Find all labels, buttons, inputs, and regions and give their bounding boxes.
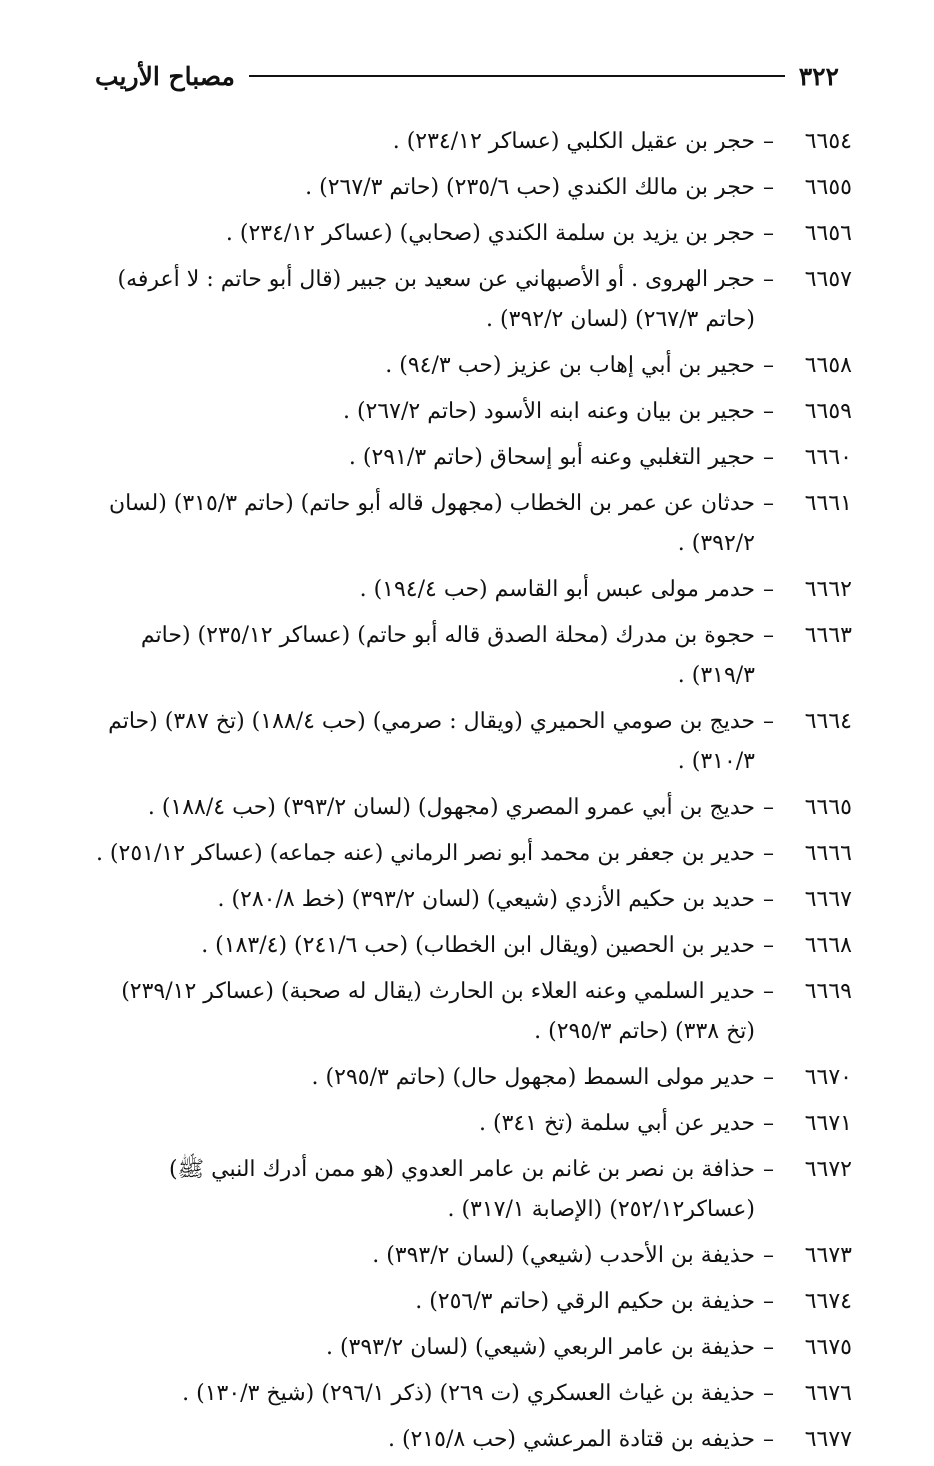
entry-row bbox=[95, 346, 852, 386]
entry-row bbox=[95, 702, 852, 782]
entry-row bbox=[95, 1420, 852, 1460]
entry-text: حدير مولى السمط (مجهول حال) (حاتم ٢٩٥/٣) . bbox=[311, 1065, 755, 1090]
entry-text: حديد بن حكيم الأزدي (شيعي) (لسان ٣٩٣/٢) (خط ٢٨٠/٨) . bbox=[217, 887, 755, 912]
entry-number: ٦٦٥٦ bbox=[804, 221, 852, 246]
entry-separator: – bbox=[763, 221, 774, 246]
entry-number: ٦٦٧٣ bbox=[804, 1243, 852, 1268]
entry-number: ٦٦٦٨ bbox=[804, 933, 852, 958]
entry-separator: – bbox=[763, 175, 774, 200]
entry-number: ٦٦٦٦ bbox=[804, 841, 852, 866]
entry-text: حديج بن صومي الحميري (ويقال : صرمي) (حب ١٨٨/٤) (تخ ٣٨٧) (حاتم ٣١٠/٣) . bbox=[108, 709, 755, 774]
entry-text: حدير عن أبي سلمة (تخ ٣٤١) . bbox=[479, 1111, 755, 1136]
entry-number: ٦٦٥٥ bbox=[804, 175, 852, 200]
entry-text: حدمر مولى عبس أبو القاسم (حب ١٩٤/٤) . bbox=[359, 577, 755, 602]
entry-list bbox=[95, 122, 852, 1466]
entry-text: حجير بن بيان وعنه ابنه الأسود (حاتم ٢٦٧/٢) . bbox=[342, 399, 755, 424]
entry-row bbox=[95, 122, 852, 162]
entry-row bbox=[95, 392, 852, 432]
entry-separator: – bbox=[763, 795, 774, 820]
entry-separator: – bbox=[763, 577, 774, 602]
entry-row bbox=[95, 1374, 852, 1414]
entry-number: ٦٦٦٤ bbox=[804, 709, 852, 734]
entry-separator: – bbox=[763, 399, 774, 424]
entry-separator: – bbox=[763, 623, 774, 648]
entry-number: ٦٦٦٥ bbox=[804, 795, 852, 820]
entry-text: حذيفة بن غياث العسكري (ت ٢٦٩) (ذكر ٢٩٦/١) (شيخ ١٣٠/٣) . bbox=[182, 1381, 755, 1406]
entry-number: ٦٦٧٢ bbox=[804, 1157, 852, 1182]
entry-text: حدير السلمي وعنه العلاء بن الحارث (يقال له صحبة) (عساكر ٢٣٩/١٢) (تخ ٣٣٨) (حاتم ٢٩٥/٣) . bbox=[121, 979, 755, 1044]
entry-number: ٦٦٦٧ bbox=[804, 887, 852, 912]
entry-text: حدير بن جعفر بن محمد أبو نصر الرماني (عنه جماعه) (عساكر ٢٥١/١٢) . bbox=[95, 841, 755, 866]
entry-text: حذيفه بن قتادة المرعشي (حب ٢١٥/٨) . bbox=[387, 1427, 755, 1452]
entry-number: ٦٦٧٧ bbox=[804, 1427, 852, 1452]
entry-row bbox=[95, 788, 852, 828]
entry-separator: – bbox=[763, 1065, 774, 1090]
page-header bbox=[95, 56, 839, 96]
entry-row bbox=[95, 926, 852, 966]
entry-row bbox=[95, 616, 852, 696]
entry-row bbox=[95, 1328, 852, 1368]
entry-text: حجوة بن مدرك (محلة الصدق قاله أبو حاتم) (عساكر ٢٣٥/١٢) (حاتم ٣١٩/٣) . bbox=[140, 623, 755, 688]
entry-number: ٦٦٧٤ bbox=[804, 1289, 852, 1314]
entry-separator: – bbox=[763, 491, 774, 516]
entry-row bbox=[95, 214, 852, 254]
entry-row bbox=[95, 1236, 852, 1276]
entry-separator: – bbox=[763, 267, 774, 292]
entry-separator: – bbox=[763, 1381, 774, 1406]
entry-text: حذيفة بن حكيم الرقي (حاتم ٢٥٦/٣) . bbox=[415, 1289, 755, 1314]
entry-number: ٦٦٥٩ bbox=[804, 399, 852, 424]
entry-number: ٦٦٧٠ bbox=[804, 1065, 852, 1090]
entry-separator: – bbox=[763, 129, 774, 154]
entry-row bbox=[95, 1104, 852, 1144]
entry-number: ٦٦٦٢ bbox=[804, 577, 852, 602]
entry-text: حجير بن أبي إهاب بن عزيز (حب ٩٤/٣) . bbox=[385, 353, 755, 378]
entry-number: ٦٦٦٠ bbox=[804, 445, 852, 470]
entry-text: حذيفة بن عامر الربعي (شيعي) (لسان ٣٩٣/٢) . bbox=[325, 1335, 755, 1360]
entry-number: ٦٦٦١ bbox=[804, 491, 852, 516]
entry-row bbox=[95, 168, 852, 208]
entry-separator: – bbox=[763, 887, 774, 912]
entry-row bbox=[95, 1282, 852, 1322]
entry-text: حذيفة بن الأحدب (شيعي) (لسان ٣٩٣/٢) . bbox=[372, 1243, 755, 1268]
entry-text: حديج بن أبي عمرو المصري (مجهول) (لسان ٣٩٣/٢) (حب ١٨٨/٤) . bbox=[147, 795, 755, 820]
entry-separator: – bbox=[763, 1111, 774, 1136]
entry-number: ٦٦٧٦ bbox=[804, 1381, 852, 1406]
header-rule bbox=[249, 75, 785, 77]
entry-number: ٦٦٥٨ bbox=[804, 353, 852, 378]
entry-row bbox=[95, 570, 852, 610]
entry-row bbox=[95, 484, 852, 564]
entry-row bbox=[95, 834, 852, 874]
entry-text: حجر الهروى . أو الأصبهاني عن سعيد بن جبير (قال أبو حاتم : لا أعرفه) (حاتم ٢٦٧/٣) (لسان ٣٩٢/٢) . bbox=[117, 267, 755, 332]
entry-separator: – bbox=[763, 1157, 774, 1182]
entry-text: حذافة بن نصر بن غانم بن عامر العدوي (هو ممن أدرك النبي ﷺ) (عساكر٢٥٢/١٢) (الإصابة ٣١٧/١) . bbox=[168, 1157, 755, 1222]
entry-separator: – bbox=[763, 709, 774, 734]
entry-number: ٦٦٥٧ bbox=[804, 267, 852, 292]
entry-row bbox=[95, 1058, 852, 1098]
book-title: مصباح الأريب bbox=[95, 61, 235, 91]
entry-number: ٦٦٦٣ bbox=[804, 623, 852, 648]
entry-text: حدير بن الحصين (ويقال ابن الخطاب) (حب ٢٤١/٦) (١٨٣/٤) . bbox=[201, 933, 755, 958]
entry-row bbox=[95, 972, 852, 1052]
entry-separator: – bbox=[763, 841, 774, 866]
entry-separator: – bbox=[763, 445, 774, 470]
entry-text: حجر بن عقيل الكلبي (عساكر ٢٣٤/١٢) . bbox=[392, 129, 755, 154]
entry-number: ٦٦٦٩ bbox=[804, 979, 852, 1004]
entry-text: حدثان عن عمر بن الخطاب (مجهول قاله أبو حاتم) (حاتم ٣١٥/٣) (لسان ٣٩٢/٢) . bbox=[109, 491, 755, 556]
entry-separator: – bbox=[763, 1335, 774, 1360]
entry-text: حجر بن يزيد بن سلمة الكندي (صحابي) (عساكر ٢٣٤/١٢) . bbox=[225, 221, 755, 246]
entry-text: حجير التغلبي وعنه أبو إسحاق (حاتم ٢٩١/٣) . bbox=[348, 445, 755, 470]
entry-separator: – bbox=[763, 353, 774, 378]
entry-row bbox=[95, 1150, 852, 1230]
page-number: ٣٢٢ bbox=[798, 61, 839, 91]
entry-separator: – bbox=[763, 1427, 774, 1452]
entry-separator: – bbox=[763, 979, 774, 1004]
entry-number: ٦٦٧٥ bbox=[804, 1335, 852, 1360]
entry-number: ٦٦٧١ bbox=[804, 1111, 852, 1136]
entry-separator: – bbox=[763, 933, 774, 958]
entry-number: ٦٦٥٤ bbox=[804, 129, 852, 154]
entry-row bbox=[95, 260, 852, 340]
entry-separator: – bbox=[763, 1243, 774, 1268]
entry-row bbox=[95, 880, 852, 920]
entry-row bbox=[95, 438, 852, 478]
entry-text: حجر بن مالك الكندي (حب ٢٣٥/٦) (حاتم ٢٦٧/٣) . bbox=[305, 175, 755, 200]
entry-separator: – bbox=[763, 1289, 774, 1314]
